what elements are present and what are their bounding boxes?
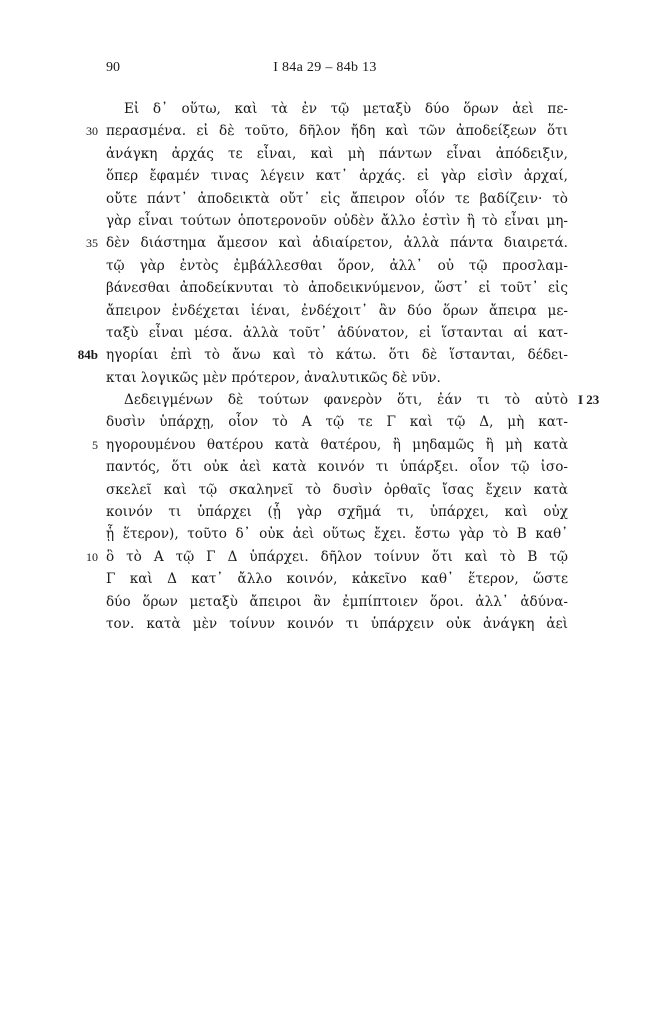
line-text: τον. κατὰ μὲν τοίνυν κοινόν τι ὑπάρχειν οὐκ ἀνάγκη ἀεὶ [106, 615, 568, 632]
line-text: κται λογικῶς μὲν πρότερον, ἀναλυτικῶς δὲ νῦν. [106, 369, 441, 386]
line-text: ηγορουμένου θατέρου κατὰ θατέρου, ἢ μηδαμῶς ἢ μὴ κατὰ [106, 436, 568, 453]
page-number: 90 [106, 60, 120, 75]
line-number: 30 [86, 124, 98, 139]
line-text: ἄπειρον ἐνδέχεται ἰέναι, ἐνδέχοιτ᾿ ἂν δύο ὅρων ἄπειρα με- [106, 302, 568, 319]
line-text: κοινόν τι ὑπάρχει (ᾗ γὰρ σχῆμά τι, ὑπάρχει, καὶ οὐχ [106, 504, 568, 521]
main-text [0, 98, 650, 635]
text-line [0, 165, 650, 187]
text-line [0, 98, 650, 120]
line-text: ἀνάγκη ἀρχάς τε εἶναι, καὶ μὴ πάντων εἶναι ἀπόδειξιν, [106, 145, 568, 162]
running-head: I 84a 29 – 84b 13 [273, 60, 377, 75]
text-line [0, 188, 650, 210]
line-text: ηγορίαι ἐπὶ τὸ ἄνω καὶ τὸ κάτω. ὅτι δὲ ἵστανται, δέδει- [106, 347, 568, 364]
text-line [0, 300, 650, 322]
text-line [0, 479, 650, 501]
text-line [0, 523, 650, 545]
line-number: 10 [86, 549, 98, 564]
line-text: δύο ὅρων μεταξὺ ἄπειροι ἂν ἐμπίπτοιεν ὅροι. ἀλλ᾿ ἀδύνα- [106, 593, 568, 610]
line-text: γὰρ εἶναι τούτων ὁποτερονοῦν οὐδὲν ἄλλο ἐστὶν ἢ τὸ εἶναι μη- [106, 212, 568, 229]
text-line [0, 613, 650, 635]
line-text: οὔτε πάντ᾿ ἀποδεικτὰ οὔτ᾿ εἰς ἄπειρον οἷόν τε βαδίζειν· τὸ [106, 190, 568, 207]
text-line [0, 456, 650, 478]
line-text: περασμένα. εἰ δὲ τοῦτο, δῆλον ἤδη καὶ τῶν ἀποδείξεων ὅτι [106, 123, 568, 140]
line-text: δὲν διάστημα ἄμεσον καὶ ἀδιαίρετον, ἀλλὰ πάντα διαιρετά. [106, 235, 568, 252]
section-marker: I 23 [578, 392, 600, 408]
text-line [0, 568, 650, 590]
line-number: 84b [77, 347, 98, 363]
line-number: 35 [86, 236, 98, 251]
text-line [0, 389, 650, 411]
text-line [0, 143, 650, 165]
text-line [0, 546, 650, 568]
text-line [0, 322, 650, 344]
text-line [0, 344, 650, 366]
text-line [0, 120, 650, 142]
line-text: ὃ τὸ Α τῷ Γ Δ ὑπάρχει. δῆλον τοίνυν ὅτι καὶ τὸ Β τῷ [106, 548, 568, 565]
line-text: δυσὶν ὑπάρχῃ, οἷον τὸ Α τῷ τε Γ καὶ τῷ Δ, μὴ κατ- [106, 414, 568, 431]
text-line [0, 367, 650, 389]
line-text: βάνεσθαι ἀποδείκνυται τὸ ἀποδεικνύμενον, ὥστ᾿ εἰ τοῦτ᾿ εἰς [106, 280, 568, 297]
text-line [0, 434, 650, 456]
text-line [0, 255, 650, 277]
line-text: Γ καὶ Δ κατ᾿ ἄλλο κοινόν, κἀκεῖνο καθ᾿ ἕτερον, ὥστε [106, 571, 568, 588]
line-text: ὅπερ ἔφαμέν τινας λέγειν κατ᾿ ἀρχάς. εἰ γὰρ εἰσὶν ἀρχαί, [106, 168, 568, 185]
page-header [0, 60, 650, 82]
text-line [0, 232, 650, 254]
text-line [0, 501, 650, 523]
line-text: σκελεῖ καὶ τῷ σκαληνεῖ τὸ δυσὶν ὀρθαῖς ἴσας ἔχειν κατὰ [106, 481, 568, 498]
line-text: παντός, ὅτι οὐκ ἀεὶ κατὰ κοινόν τι ὑπάρξει. οἷον τῷ ἰσο- [106, 459, 568, 476]
text-line [0, 210, 650, 232]
text-line [0, 591, 650, 613]
line-text: τῷ γὰρ ἐντὸς ἐμβάλλεσθαι ὅρον, ἀλλ᾿ οὐ τῷ προσλαμ- [106, 257, 568, 274]
line-text: Δεδειγμένων δὲ τούτων φανερὸν ὅτι, ἐάν τι τὸ αὐτὸ [124, 392, 568, 409]
line-text: Εἰ δ᾿ οὕτω, καὶ τὰ ἐν τῷ μεταξὺ δύο ὅρων ἀεὶ πε- [124, 101, 568, 117]
text-line [0, 411, 650, 433]
line-number: 5 [92, 437, 98, 452]
line-text: ᾗ ἕτερον), τοῦτο δ᾿ οὐκ ἀεὶ οὕτως ἔχει. ἔστω γὰρ τὸ Β καθ᾿ [106, 526, 568, 543]
text-line [0, 277, 650, 299]
line-text: ταξὺ εἶναι μέσα. ἀλλὰ τοῦτ᾿ ἀδύνατον, εἰ ἵστανται αἱ κατ- [106, 324, 568, 341]
